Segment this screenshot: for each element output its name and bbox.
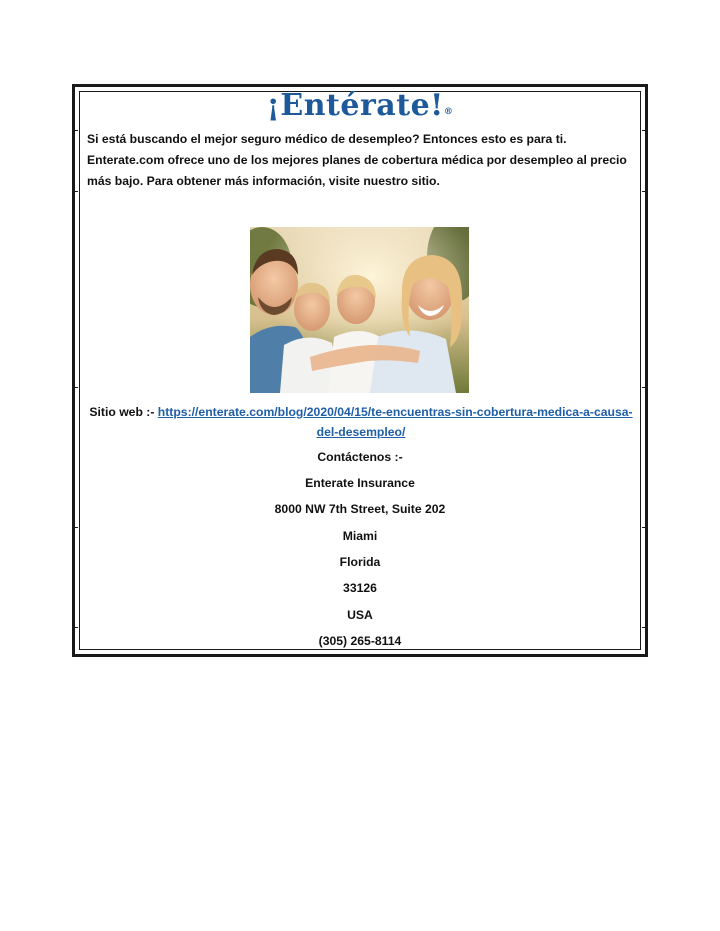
state: Florida [339,555,381,569]
company-name: Enterate Insurance [305,476,415,490]
website-line [86,402,636,442]
border-tick [74,627,78,628]
contact-heading: Contáctenos :- [317,450,403,464]
phone-number[interactable]: (305) 265-8114 [318,634,402,648]
street-address: 8000 NW 7th Street, Suite 202 [274,502,446,516]
border-tick [642,387,646,388]
website-link[interactable]: https://enterate.com/blog/2020/04/15/te-encuentras-sin-cobertura-medica-a-causa-del-desempleo/ [157,405,633,439]
border-tick [74,191,78,192]
border-tick [642,130,646,131]
intro-paragraph: Si está buscando el mejor seguro médico de desempleo? Entonces esto es para ti. Enterate.com ofrece uno de los mejores planes de cobertura médica por desempleo al precio más bajo. Para obtener más información, visite nuestro sitio. [87,132,627,188]
border-tick [642,627,646,628]
logo-text: ¡Entérate! [266,88,444,123]
country: USA [347,608,373,622]
family-photo-icon [250,227,469,393]
zip-code: 33126 [343,581,377,595]
border-tick [642,191,646,192]
city: Miami [342,529,378,543]
website-label: Sitio web :- [89,405,155,419]
enterate-logo [0,88,720,124]
border-tick [74,130,78,131]
registered-mark: ® [443,107,454,117]
border-tick [74,387,78,388]
family-photo [250,227,469,393]
